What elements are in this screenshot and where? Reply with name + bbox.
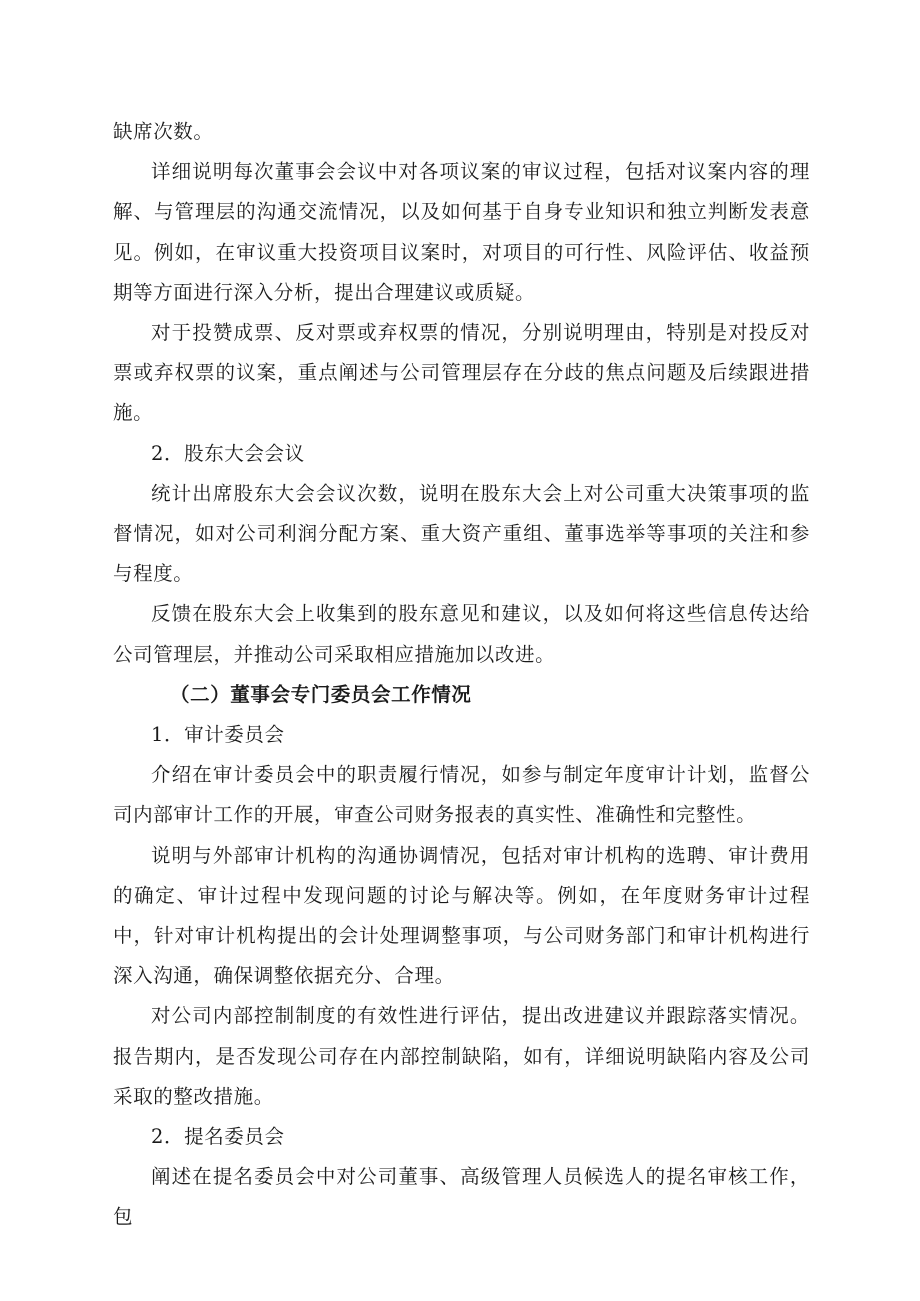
paragraph-voting-explanation: 对于投赞成票、反对票或弃权票的情况，分别说明理由，特别是对投反对票或弃权票的议案，重点阐述与公司管理层存在分歧的焦点问题及后续跟进措施。 (113, 321, 810, 425)
paragraph-external-audit-coordination: 说明与外部审计机构的沟通协调情况，包括对审计机构的选聘、审计费用的确定、审计过程中发现问题的讨论与解决等。例如，在年度财务审计过程中，针对审计机构提出的会计处理调整事项，与公司财务部门和审计机构进行深入沟通，确保调整依据充分、合理。 (113, 843, 810, 988)
paragraph-shareholder-feedback: 反馈在股东大会上收集到的股东意见和建议，以及如何将这些信息传达给公司管理层，并推动公司采取相应措施加以改进。 (113, 602, 810, 666)
heading-audit-committee: 1．审计委员会 (151, 723, 285, 747)
heading-shareholder-meeting: 2．股东大会会议 (151, 441, 305, 465)
heading-nomination-committee: 2．提名委员会 (151, 1125, 285, 1149)
paragraph-audit-duties: 介绍在审计委员会中的职责履行情况，如参与制定年度审计计划，监督公司内部审计工作的开展，审查公司财务报表的真实性、准确性和完整性。 (113, 763, 810, 827)
paragraph-absence-count: 缺席次数。 (113, 120, 214, 143)
paragraph-board-review-process: 详细说明每次董事会会议中对各项议案的审议过程，包括对议案内容的理解、与管理层的沟通交流情况，以及如何基于自身专业知识和独立判断发表意见。例如，在审议重大投资项目议案时，对项目的可行性、风险评估、收益预期等方面进行深入分析，提出合理建议或质疑。 (113, 160, 810, 304)
paragraph-nomination-review: 阐述在提名委员会中对公司董事、高级管理人员候选人的提名审核工作，包 (113, 1165, 810, 1229)
paragraph-shareholder-attendance: 统计出席股东大会会议次数，说明在股东大会上对公司重大决策事项的监督情况，如对公司利润分配方案、重大资产重组、董事选举等事项的关注和参与程度。 (113, 481, 810, 586)
paragraph-internal-control: 对公司内部控制制度的有效性进行评估，提出改进建议并跟踪落实情况。报告期内，是否发现公司存在内部控制缺陷，如有，详细说明缺陷内容及公司采取的整改措施。 (113, 1004, 810, 1108)
document-page (113, 112, 810, 1238)
section-heading-committee-work: （二）董事会专门委员会工作情况 (170, 682, 472, 706)
